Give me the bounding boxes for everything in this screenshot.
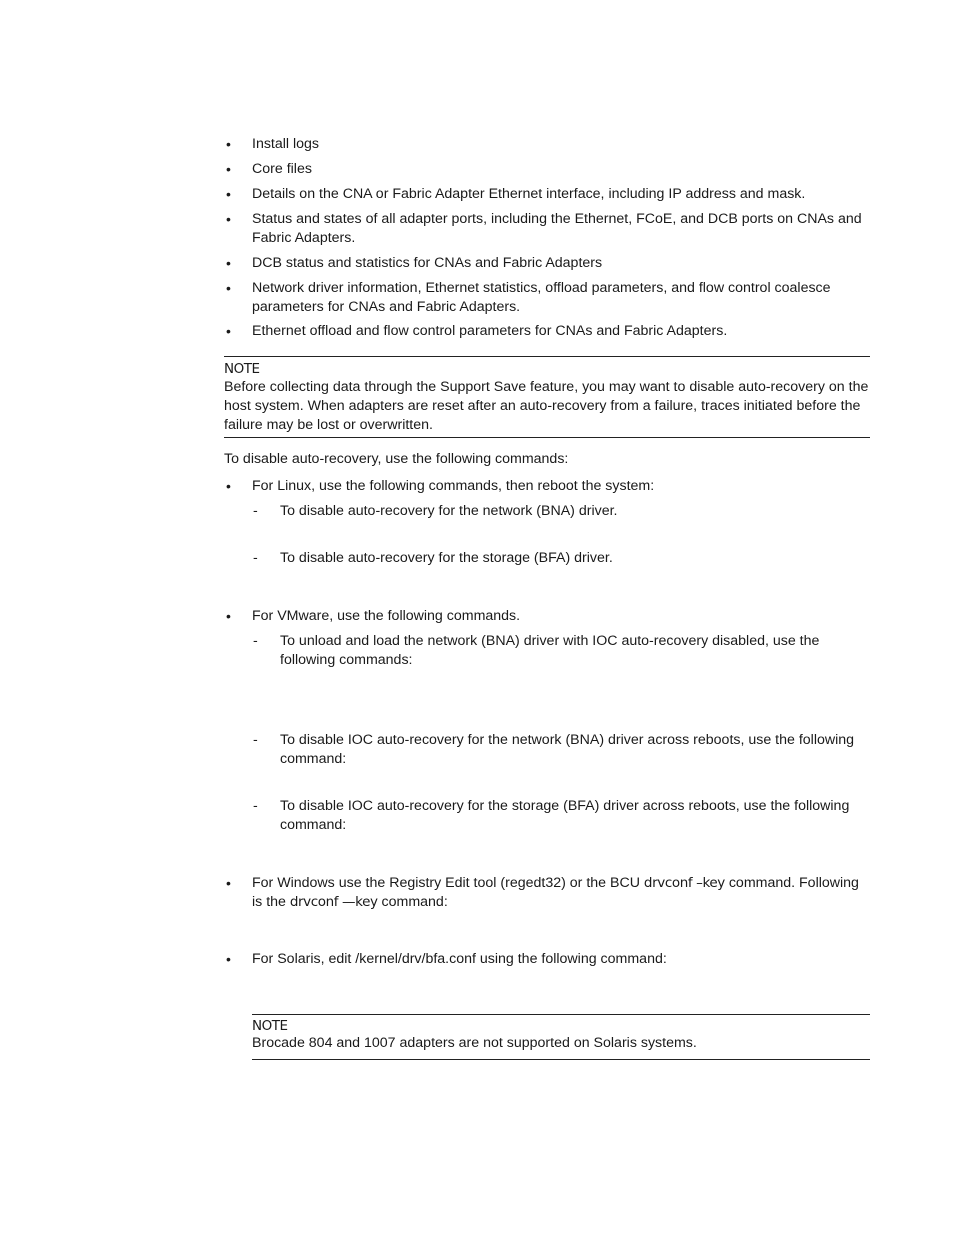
note-top-rule (252, 1014, 870, 1015)
solaris-item: For Solaris, edit /kernel/drv/bfa.conf using the following command: (252, 951, 667, 967)
windows-text-mid: command. Following is the (252, 875, 859, 910)
linux-sub-bna: To disable auto-recovery for the network (BNA) driver. (280, 503, 618, 519)
dash-icon: - (253, 503, 258, 519)
list-item: Ethernet offload and flow control parameters for CNAs and Fabric Adapters. (252, 323, 728, 339)
bullet-icon: • (226, 211, 231, 227)
bullet-icon: • (226, 255, 231, 271)
dash-icon: - (253, 550, 258, 566)
dash-icon: - (253, 798, 258, 814)
linux-sub-bfa: To disable auto-recovery for the storage (BFA) driver. (280, 550, 613, 566)
list-item: Network driver information, Ethernet statistics, offload parameters, and flow control coalesce parameters for CNAs and Fabric Adapters. (252, 280, 831, 315)
vmware-sub-bna-reboot: To disable IOC auto-recovery for the network (BNA) driver across reboots, use the following command: (280, 732, 855, 767)
list-item: Core files (252, 161, 312, 177)
vmware-item: For VMware, use the following commands. (252, 608, 521, 624)
note-text: Brocade 804 and 1007 adapters are not supported on Solaris systems. (252, 1035, 697, 1051)
windows-text-pre: For Windows use the Registry Edit tool (regedt32) or the BCU (252, 875, 644, 891)
note-text: Before collecting data through the Support Save feature, you may want to disable auto-recovery on the host system. When adapters are reset after an auto-recovery from a failure, traces initiated before the failure may be lost or overwritten. (224, 379, 869, 433)
intro-paragraph: To disable auto-recovery, use the following commands: (224, 451, 569, 467)
dash-icon: - (253, 732, 258, 748)
bullet-icon: • (226, 280, 231, 296)
note-bottom-rule (224, 437, 870, 438)
list-item: DCB status and statistics for CNAs and Fabric Adapters (252, 255, 603, 271)
note-label: NOTE (252, 1018, 288, 1034)
note-label: NOTE (224, 361, 260, 377)
windows-item (252, 874, 872, 912)
list-item: Status and states of all adapter ports, including the Ethernet, FCoE, and DCB ports on CNAs and Fabric Adapters. (252, 211, 862, 246)
linux-item: For Linux, use the following commands, then reboot the system: (252, 478, 655, 494)
bullet-icon: • (226, 136, 231, 152)
vmware-sub-bfa-reboot: To disable IOC auto-recovery for the storage (BFA) driver across reboots, use the following command: (280, 798, 850, 833)
list-item: Details on the CNA or Fabric Adapter Ethernet interface, including IP address and mask. (252, 186, 806, 202)
drvconf-command: drvconf —key (289, 894, 378, 910)
bullet-icon: • (226, 161, 231, 177)
bullet-icon: • (226, 875, 231, 891)
bullet-icon: • (226, 608, 231, 624)
windows-text-post: command: (377, 894, 448, 910)
list-item: Install logs (252, 136, 320, 152)
note-top-rule (224, 356, 870, 357)
drvconf-command: drvconf –key (643, 875, 725, 891)
note-bottom-rule (252, 1059, 870, 1060)
dash-icon: - (253, 633, 258, 649)
vmware-sub-unload: To unload and load the network (BNA) driver with IOC auto-recovery disabled, use the following commands: (280, 633, 820, 668)
bullet-icon: • (226, 951, 231, 967)
bullet-icon: • (226, 186, 231, 202)
bullet-icon: • (226, 478, 231, 494)
bullet-icon: • (226, 323, 231, 339)
